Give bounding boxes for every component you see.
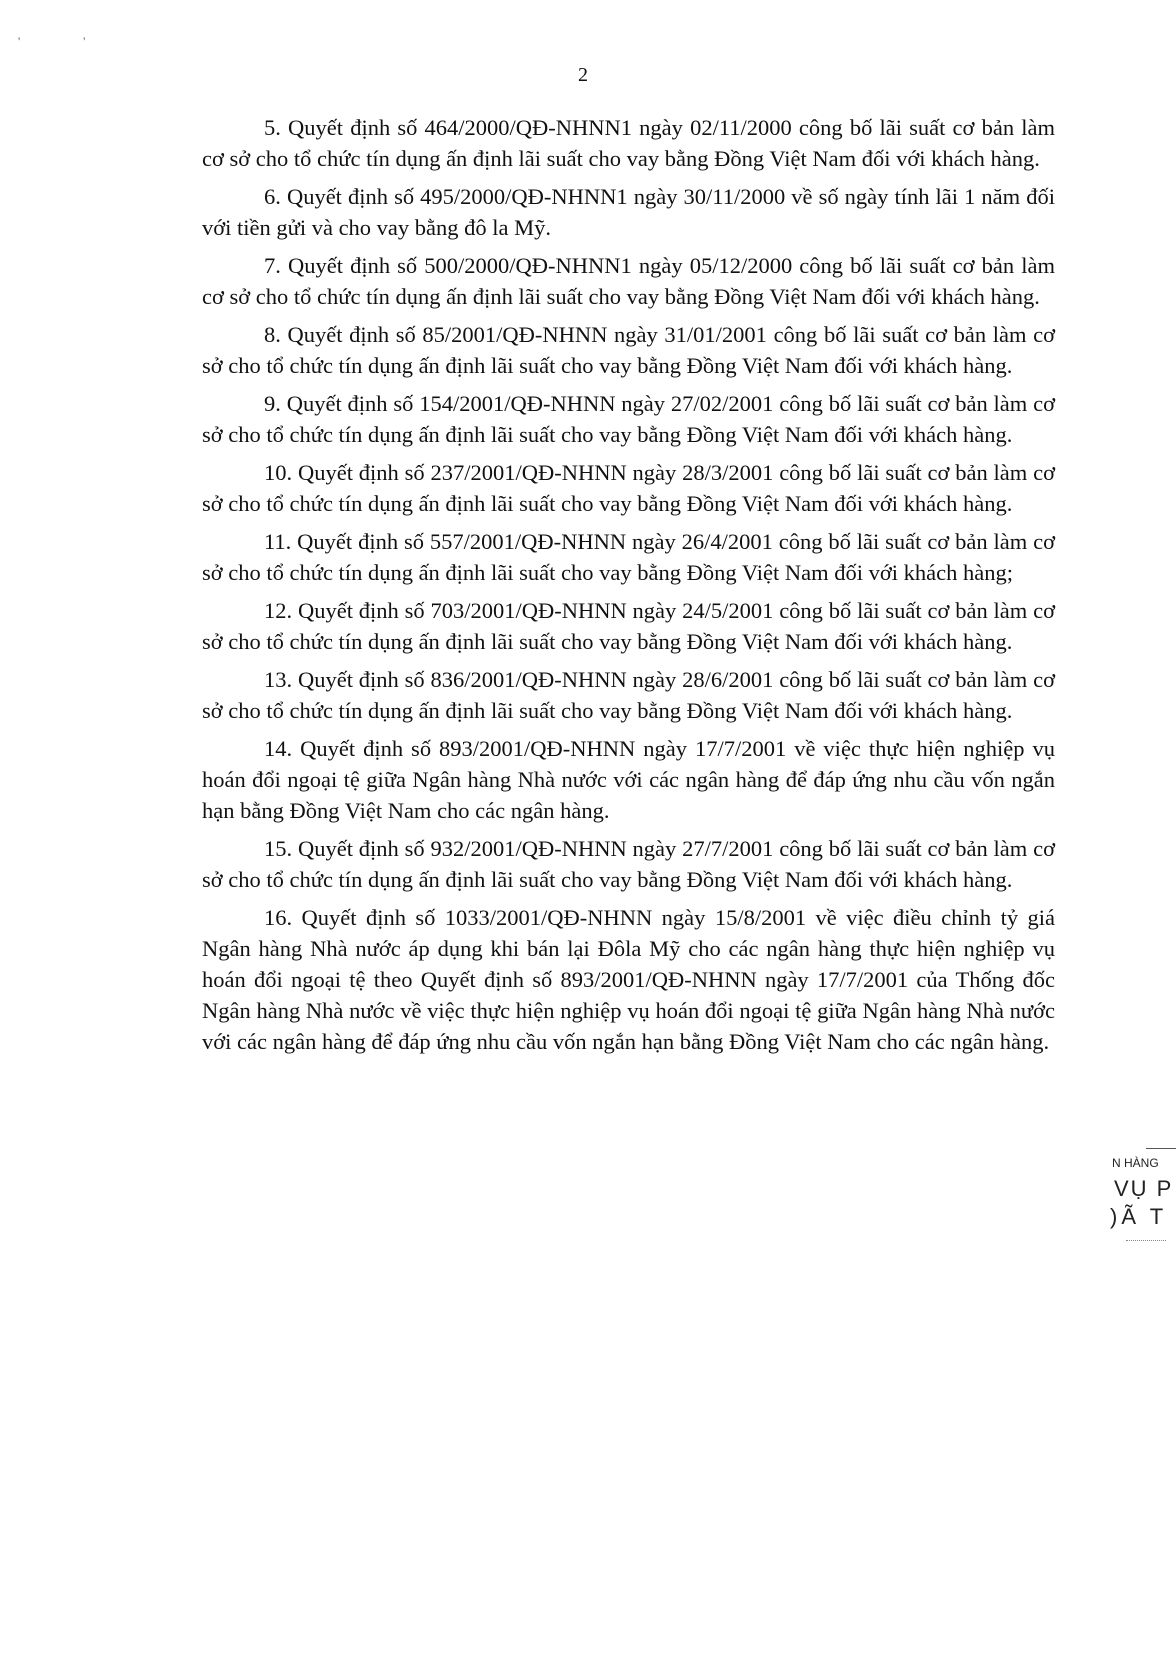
paragraph-item-8: 8. Quyết định số 85/2001/QĐ-NHNN ngày 31/01/2001 công bố lãi suất cơ bản làm cơ sở cho tổ chức tín dụng ấn định lãi suất cho vay bằng Đồng Việt Nam đối với khách hàng. (202, 322, 1055, 378)
paragraph-item-13: 13. Quyết định số 836/2001/QĐ-NHNN ngày 28/6/2001 công bố lãi suất cơ bản làm cơ sở cho tổ chức tín dụng ấn định lãi suất cho vay bằng Đồng Việt Nam đối với khách hàng. (202, 667, 1055, 723)
stamp-text-line-1: N HÀNG (1112, 1156, 1159, 1170)
document-body (202, 112, 1055, 1064)
paragraph-item-11: 11. Quyết định số 557/2001/QĐ-NHNN ngày 26/4/2001 công bố lãi suất cơ bản làm cơ sở cho tổ chức tín dụng ấn định lãi suất cho vay bằng Đồng Việt Nam đối với khách hàng; (202, 529, 1055, 585)
paragraph-item-6: 6. Quyết định số 495/2000/QĐ-NHNN1 ngày 30/11/2000 về số ngày tính lãi 1 năm đối với tiền gửi và cho vay bằng đô la Mỹ. (202, 184, 1055, 240)
paragraph-item-14: 14. Quyết định số 893/2001/QĐ-NHNN ngày 17/7/2001 về việc thực hiện nghiệp vụ hoán đổi ngoại tệ giữa Ngân hàng Nhà nước với các ngân hàng để đáp ứng nhu cầu vốn ngắn hạn bằng Đồng Việt Nam cho các ngân hàng. (202, 736, 1055, 823)
paragraph-item-5: 5. Quyết định số 464/2000/QĐ-NHNN1 ngày 02/11/2000 công bố lãi suất cơ bản làm cơ sở cho tổ chức tín dụng ấn định lãi suất cho vay bằng Đồng Việt Nam đối với khách hàng. (202, 115, 1055, 171)
stamp-dotted-line (1126, 1240, 1166, 1241)
stamp-fragment (1110, 1148, 1174, 1268)
paragraph-item-12: 12. Quyết định số 703/2001/QĐ-NHNN ngày 24/5/2001 công bố lãi suất cơ bản làm cơ sở cho tổ chức tín dụng ấn định lãi suất cho vay bằng Đồng Việt Nam đối với khách hàng. (202, 598, 1055, 654)
paragraph-item-9: 9. Quyết định số 154/2001/QĐ-NHNN ngày 27/02/2001 công bố lãi suất cơ bản làm cơ sở cho tổ chức tín dụng ấn định lãi suất cho vay bằng Đồng Việt Nam đối với khách hàng. (202, 391, 1055, 447)
stamp-border (1146, 1148, 1176, 1149)
paragraph-item-10: 10. Quyết định số 237/2001/QĐ-NHNN ngày 28/3/2001 công bố lãi suất cơ bản làm cơ sở cho tổ chức tín dụng ấn định lãi suất cho vay bằng Đồng Việt Nam đối với khách hàng. (202, 460, 1055, 516)
paragraph-item-7: 7. Quyết định số 500/2000/QĐ-NHNN1 ngày 05/12/2000 công bố lãi suất cơ bản làm cơ sở cho tổ chức tín dụng ấn định lãi suất cho vay bằng Đồng Việt Nam đối với khách hàng. (202, 253, 1055, 309)
page-number: 2 (578, 64, 588, 86)
paragraph-item-16: 16. Quyết định số 1033/2001/QĐ-NHNN ngày 15/8/2001 về việc điều chỉnh tỷ giá Ngân hàng Nhà nước áp dụng khi bán lại Đôla Mỹ cho các ngân hàng thực hiện nghiệp vụ hoán đổi ngoại tệ theo Quyết định số 893/2001/QĐ-NHNN ngày 17/7/2001 của Thống đốc Ngân hàng Nhà nước về việc thực hiện nghiệp vụ hoán đổi ngoại tệ giữa Ngân hàng Nhà nước với các ngân hàng để đáp ứng nhu cầu vốn ngắn hạn bằng Đồng Việt Nam cho các ngân hàng. (202, 905, 1055, 1054)
stamp-text-line-2: VỤ P (1114, 1176, 1174, 1201)
scan-marks: ' ' (18, 34, 116, 48)
stamp-text-line-3: )Ã T (1110, 1204, 1168, 1229)
paragraph-item-15: 15. Quyết định số 932/2001/QĐ-NHNN ngày 27/7/2001 công bố lãi suất cơ bản làm cơ sở cho tổ chức tín dụng ấn định lãi suất cho vay bằng Đồng Việt Nam đối với khách hàng. (202, 836, 1055, 892)
